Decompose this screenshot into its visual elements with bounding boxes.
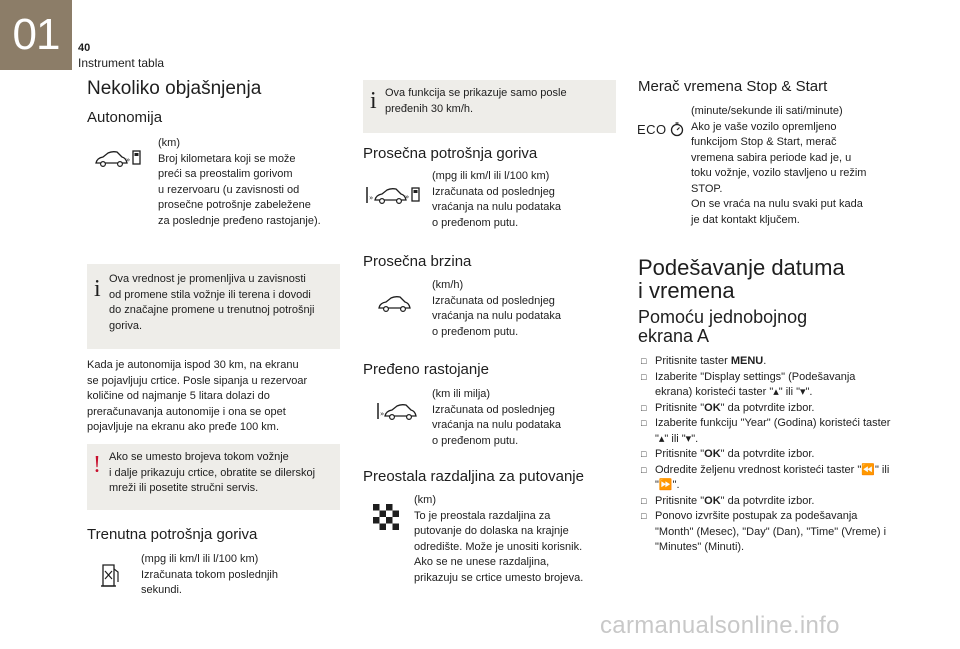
- list-item: □ Pritisnite "OK" da potvrdite izbor.: [641, 447, 891, 463]
- svg-text:»: »: [126, 156, 131, 164]
- autonomy-text: (km) Broj kilometara koji se može preći sa preostalim gorivom u rezervoaru (u zavisnosti od prosečne potrošnje zabeležene za poslednje pređeno rastojanje).: [158, 137, 321, 227]
- svg-text:»: »: [369, 194, 374, 202]
- distance-car-icon: [375, 401, 417, 423]
- current-consumption-heading: Trenutna potrošnja goriva: [87, 526, 258, 543]
- page-number: 40: [78, 42, 91, 54]
- list-item: □ Izaberite funkciju "Year" (Godina) koristeći taster "▴" ili "▾".: [641, 416, 891, 447]
- remaining-distance-text: (km) To je preostala razdaljina za putovanje do dolaska na krajnje odredište. Može je unositi korisnik. Ako se ne unese razdaljina, prikazuju se crtice umesto brojeva.: [414, 494, 584, 584]
- distance-heading: Pređeno rastojanje: [363, 361, 489, 378]
- avg-consumption-text: (mpg ili km/l ili l/100 km) Izračunata od poslednjeg vraćanja na nulu podataka o pređenom putu.: [432, 170, 562, 229]
- info-icon: i: [94, 276, 101, 302]
- watermark: carmanualsonline.info: [600, 612, 840, 639]
- avg-speed-heading: Prosečna brzina: [363, 253, 472, 270]
- eco-timer-icon: [637, 121, 685, 137]
- fuel-pump-icon: [100, 563, 122, 589]
- list-item: □ Pritisnite taster MENU.: [641, 354, 891, 370]
- warning-note: ! Ako se umesto brojeva tokom vožnje i dalje prikazuju crtice, obratite se dilerskoj mreži ili posetite stručni servis.: [87, 444, 340, 510]
- timer-icon: [669, 121, 685, 137]
- autonomy-paragraph: Kada je autonomija ispod 30 km, na ekranu se pojavljuju crtice. Posle sipanja u rezervoar količine od najmanje 5 litara dolazi do preračunavanja autonomije i ona se opet pojavljuje na ekranu ako pređe 100 km.: [87, 359, 308, 433]
- autonomy-heading: Autonomija: [87, 109, 163, 126]
- autonomy-car-fuel-icon: [94, 148, 144, 170]
- list-item: □ Pritisnite "OK" da potvrdite izbor.: [641, 494, 891, 510]
- svg-text:»: »: [380, 410, 385, 418]
- section-title: Nekoliko objašnjenja: [87, 78, 262, 99]
- info-note-speed: i Ova funkcija se prikazuje samo posle pređenih 30 km/h.: [363, 80, 616, 133]
- info-note: i Ova vrednost je promenljiva u zavisnosti od promene stila vožnje ili terena i dovodi do značajne promene u trenutnoj potrošnji goriva.: [87, 264, 340, 349]
- warning-icon: !: [93, 452, 101, 478]
- svg-text:»: »: [405, 193, 410, 201]
- avg-speed-car-icon: [377, 294, 413, 314]
- distance-text: (km ili milja) Izračunata od poslednjeg vraćanja na nulu podataka o pređenom putu.: [432, 388, 562, 447]
- chapter-badge: 01: [0, 0, 72, 70]
- setup-steps-list: [641, 354, 891, 556]
- avg-consumption-heading: Prosečna potrošnja goriva: [363, 145, 538, 162]
- current-consumption-text: (mpg ili km/l ili l/100 km) Izračunata tokom poslednjih sekundi.: [141, 553, 278, 596]
- monochrome-screen-heading: Pomoću jednobojnog ekrana A: [638, 307, 808, 346]
- checkered-flag-icon: [372, 503, 400, 531]
- stopstart-text: (minute/sekunde ili sati/minute) Ako je vaše vozilo opremljeno funkcijom Stop & Start, merač vremena sabira periode kad je, u toku vožnje, vozilo stavljeno u režim STOP. On se vraća na nulu svaki put kada je dat kontakt ključem.: [691, 105, 867, 226]
- page-section-title: Instrument tabla: [78, 56, 165, 70]
- info-icon: i: [370, 88, 377, 114]
- date-time-heading: Podešavanje datuma i vremena: [638, 255, 845, 303]
- remaining-distance-heading: Preostala razdaljina za putovanje: [363, 468, 584, 485]
- list-item: □ Pritisnite "OK" da potvrdite izbor.: [641, 401, 891, 417]
- list-item: □ Odredite željenu vrednost koristeći taster "⏪" ili "⏩".: [641, 463, 891, 494]
- eco-label: ECO: [637, 121, 667, 137]
- avg-consumption-icon: [364, 185, 424, 207]
- avg-speed-text: (km/h) Izračunata od poslednjeg vraćanja na nulu podataka o pređenom putu.: [432, 279, 562, 338]
- list-item: □ Ponovo izvršite postupak za podešavanja "Month" (Mesec), "Day" (Dan), "Time" (Vreme) i "Minutes" (Minuti).: [641, 509, 891, 556]
- stopstart-heading: Merač vremena Stop & Start: [638, 78, 828, 95]
- list-item: □ Izaberite "Display settings" (Podešavanja ekrana) koristeći taster "▴" ili "▾".: [641, 370, 891, 401]
